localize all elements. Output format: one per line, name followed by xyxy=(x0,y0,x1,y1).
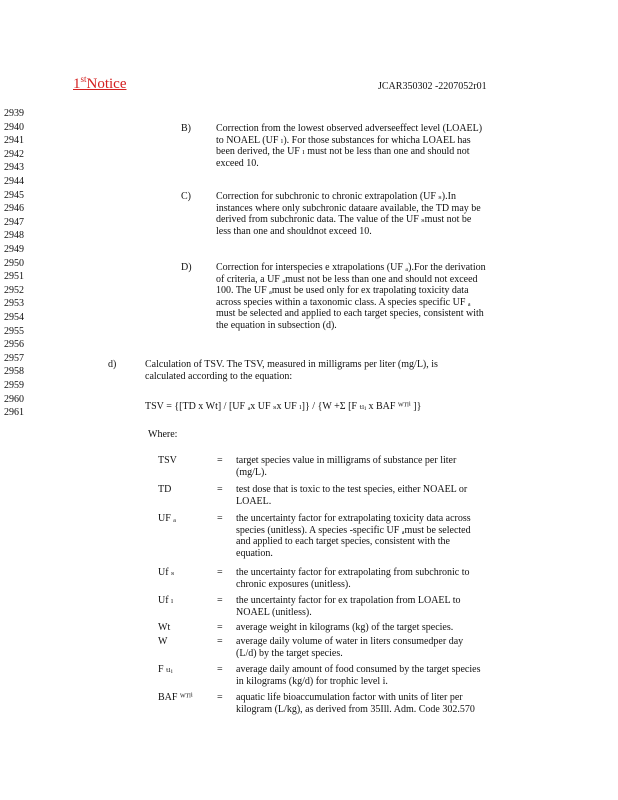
item-b-line: to NOAEL (UF ₗ). For those substances for whicha LOAEL has xyxy=(216,134,471,146)
item-lower-d-line: Calculation of TSV. The TSV, measured in milligrams per liter (mg/L), is xyxy=(145,359,438,370)
definition-line: LOAEL. xyxy=(236,495,272,507)
definition-equals: = xyxy=(217,622,223,633)
item-d-line: 100. The UF ₐmust be used only for ex trapolating toxicity data xyxy=(216,285,469,296)
definition-equals: = xyxy=(217,484,223,495)
definition-line: and applied to each target species, consistent with the xyxy=(236,536,450,547)
definition-text xyxy=(236,636,520,659)
definition-text xyxy=(236,567,520,590)
item-c-line: derived from subchronic data. The value of the UF ₛmust not be xyxy=(216,214,472,225)
definition-line: the uncertainty factor for extrapolating toxicity data across xyxy=(236,513,471,524)
item-c-label: C) xyxy=(181,191,191,202)
item-lower-d-line: calculated according to the equation: xyxy=(145,370,293,382)
tsv-equation: TSV = {[TD x Wt] / [UF ₐx UF ₛx UF ₗ]} / {W +Σ [F ₜₗᵢ x BAF ᵂᵀˡⁱ ]} xyxy=(145,401,422,412)
definition-equals: = xyxy=(217,636,223,647)
definition-text xyxy=(236,692,520,715)
item-b-line: exceed 10. xyxy=(216,157,259,169)
item-d-label: D) xyxy=(181,262,192,273)
definition-equals: = xyxy=(217,692,223,703)
line-number: 2948 xyxy=(4,230,24,242)
line-number: 2957 xyxy=(4,352,24,364)
line-number: 2960 xyxy=(4,393,24,405)
definition-line: average daily volume of water in liters consumedper day xyxy=(236,636,464,647)
line-number: 2943 xyxy=(4,162,24,174)
definition-term: BAF ᵂᵀˡⁱ xyxy=(158,692,193,703)
definition-text xyxy=(236,484,520,507)
definition-equals: = xyxy=(217,513,223,524)
definition-line: target species value in milligrams of substance per liter xyxy=(236,455,457,466)
definition-line: species (unitless). A species -specific UF ₐmust be selected xyxy=(236,524,471,536)
definition-equals: = xyxy=(217,664,223,675)
line-number: 2951 xyxy=(4,271,24,283)
line-number: 2953 xyxy=(4,298,24,310)
item-d-line: across species within a taxonomic class. A species specific UF ₐ xyxy=(216,296,471,308)
definition-text xyxy=(236,622,520,634)
item-c-text xyxy=(216,191,536,237)
definition-line: kilogram (L/kg), as derived from 35Ill. Adm. Code 302.570 xyxy=(236,703,475,715)
definition-term: Uf ₗ xyxy=(158,595,174,606)
line-number: 2950 xyxy=(4,257,24,269)
item-b-line: been derived, the UF ₗ must not be less than one and should not xyxy=(216,146,470,157)
notice-word: Notice xyxy=(86,76,127,92)
definition-text xyxy=(236,455,520,478)
line-number: 2940 xyxy=(4,121,24,133)
document-id: JCAR350302 -2207052r01 xyxy=(378,81,487,92)
item-d-line: the equation in subsection (d). xyxy=(216,319,337,331)
definition-equals: = xyxy=(217,595,223,606)
definition-text xyxy=(236,595,520,618)
definition-line: aquatic life bioaccumulation factor with units of liter per xyxy=(236,692,463,703)
line-number: 2949 xyxy=(4,244,24,255)
line-number: 2942 xyxy=(4,148,24,160)
definition-line: average daily amount of food consumed by the target species xyxy=(236,664,481,675)
definition-term: TD xyxy=(158,484,172,495)
definition-line: NOAEL (unitless). xyxy=(236,606,312,618)
notice-ordinal: st xyxy=(80,74,87,84)
line-number: 2954 xyxy=(4,312,24,323)
definition-line: in kilograms (kg/d) for trophic level i. xyxy=(236,675,388,687)
line-number: 2955 xyxy=(4,325,24,337)
item-d-line: must be selected and applied to each target species, consistent with xyxy=(216,308,484,319)
item-c-line: less than one and shouldnot exceed 10. xyxy=(216,225,372,237)
line-number: 2945 xyxy=(4,189,24,201)
definition-text xyxy=(236,513,520,559)
line-number: 2956 xyxy=(4,339,24,351)
definition-term: F ₜₗᵢ xyxy=(158,664,173,675)
definition-term: Wt xyxy=(158,622,171,633)
definition-line: test dose that is toxic to the test species, either NOAEL or xyxy=(236,484,468,495)
definition-equals: = xyxy=(217,455,223,466)
definition-line: (mg/L). xyxy=(236,466,267,478)
definition-line: the uncertainty factor for ex trapolation from LOAEL to xyxy=(236,595,461,606)
definition-line: equation. xyxy=(236,547,273,559)
item-c-line: Correction for subchronic to chronic extrapolation (UF ₛ).In xyxy=(216,191,456,202)
definition-term: UF ₐ xyxy=(158,513,177,524)
item-d-line: of criteria, a UF ₐmust not be less than one and should not exceed xyxy=(216,273,478,285)
line-number: 2939 xyxy=(4,108,24,119)
line-number: 2961 xyxy=(4,407,24,419)
definition-term: Uf ₛ xyxy=(158,567,175,578)
definition-text xyxy=(236,664,520,687)
line-number: 2941 xyxy=(4,135,24,147)
line-number: 2947 xyxy=(4,216,24,228)
item-d-text xyxy=(216,262,536,331)
item-b-line: Correction from the lowest observed adverseeffect level (LOAEL) xyxy=(216,123,483,134)
line-number: 2958 xyxy=(4,366,24,378)
item-b-label: B) xyxy=(181,123,191,134)
line-number: 2959 xyxy=(4,380,24,391)
definition-line: the uncertainty factor for extrapolating from subchronic to xyxy=(236,567,470,578)
item-b-text xyxy=(216,123,536,169)
line-number: 2944 xyxy=(4,176,24,187)
where-label: Where: xyxy=(148,429,178,440)
item-d-line: Correction for interspecies e xtrapolations (UF ₐ).For the derivation xyxy=(216,262,486,273)
notice-title xyxy=(73,74,127,93)
notice-number: 1 xyxy=(73,76,81,92)
line-number: 2946 xyxy=(4,203,24,215)
item-lower-d-text xyxy=(145,359,525,382)
definition-term: TSV xyxy=(158,455,177,466)
item-lower-d-label: d) xyxy=(108,359,117,370)
definition-line: (L/d) by the target species. xyxy=(236,647,343,659)
definition-equals: = xyxy=(217,567,223,578)
item-c-line: instances where only subchronic dataare available, the TD may be xyxy=(216,202,481,214)
definition-line: average weight in kilograms (kg) of the target species. xyxy=(236,622,454,633)
line-number: 2952 xyxy=(4,284,24,296)
definition-line: chronic exposures (unitless). xyxy=(236,578,351,590)
definition-term: W xyxy=(158,636,168,647)
